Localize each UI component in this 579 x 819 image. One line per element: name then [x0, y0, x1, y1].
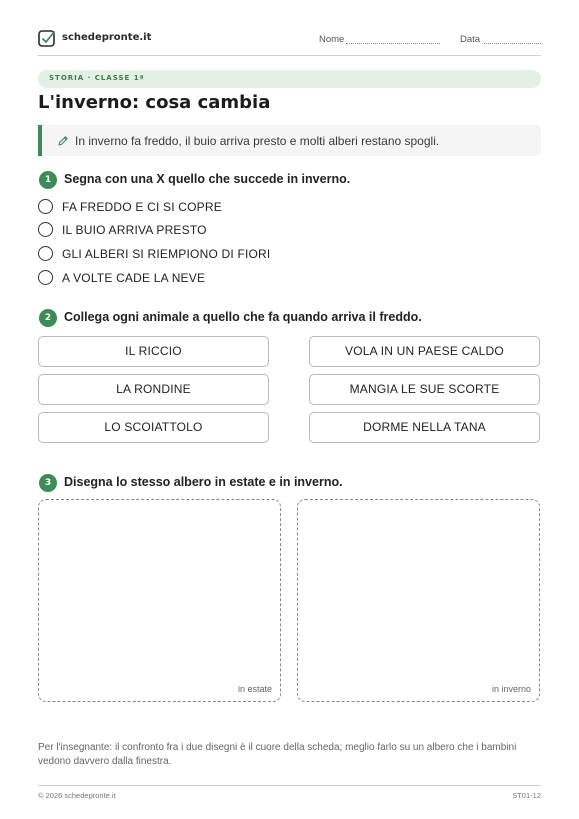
page-title: L'inverno: cosa cambia: [38, 92, 271, 113]
intro-note: [38, 125, 541, 156]
question-number: 3: [39, 474, 57, 492]
date-field-line[interactable]: [484, 43, 541, 44]
checkbox-logo-icon: [38, 30, 56, 48]
page-footer: [38, 785, 541, 800]
question-text: Collega ogni animale a quello che fa quando arriva il freddo.: [64, 310, 422, 324]
radio-circle[interactable]: [38, 246, 53, 261]
option-label: FA FREDDO E CI SI COPRE: [62, 200, 222, 214]
subject-label: STORIA · CLASSE 1ª: [49, 74, 145, 82]
match-animal-box[interactable]: LA RONDINE: [38, 374, 269, 405]
brand-name: schedepronte.it: [62, 32, 152, 43]
match-action-box[interactable]: DORME NELLA TANA: [309, 412, 540, 443]
radio-circle[interactable]: [38, 222, 53, 237]
radio-circle[interactable]: [38, 270, 53, 285]
option-label: GLI ALBERI SI RIEMPIONO DI FIORI: [62, 247, 271, 261]
drawing-caption: in estate: [237, 684, 272, 694]
match-animal-box[interactable]: IL RICCIO: [38, 336, 269, 367]
name-label: Nome: [319, 34, 345, 45]
name-field-line[interactable]: [346, 43, 440, 44]
subject-band: [38, 70, 541, 88]
option-label: A VOLTE CADE LA NEVE: [62, 271, 206, 285]
copyright-text: © 2026 schedepronte.it: [38, 791, 116, 800]
pencil-icon: [57, 135, 69, 147]
question-number: 1: [39, 171, 57, 189]
teacher-note: Per l'insegnante: il confronto fra i due disegni è il cuore della scheda; meglio farlo su un albero che i bambini vedono davvero dalla finestra.: [38, 742, 517, 767]
match-action-box[interactable]: VOLA IN UN PAESE CALDO: [309, 336, 540, 367]
match-animal-box[interactable]: LO SCOIATTOLO: [38, 412, 269, 443]
drawing-area-winter[interactable]: [297, 499, 540, 702]
match-action-box[interactable]: MANGIA LE SUE SCORTE: [309, 374, 540, 405]
date-label: Data: [460, 34, 481, 45]
page-header: [38, 30, 541, 56]
option-label: IL BUIO ARRIVA PRESTO: [62, 223, 207, 237]
radio-circle[interactable]: [38, 199, 53, 214]
sheet-code: ST01-12: [512, 791, 541, 800]
intro-note-text: In inverno fa freddo, il buio arriva presto e molti alberi restano spogli.: [75, 134, 440, 148]
drawing-area-summer[interactable]: [38, 499, 281, 702]
question-text: Segna con una X quello che succede in inverno.: [64, 172, 351, 186]
question-number: 2: [39, 309, 57, 327]
drawing-caption: in inverno: [491, 684, 531, 694]
question-text: Disegna lo stesso albero in estate e in inverno.: [64, 475, 343, 489]
